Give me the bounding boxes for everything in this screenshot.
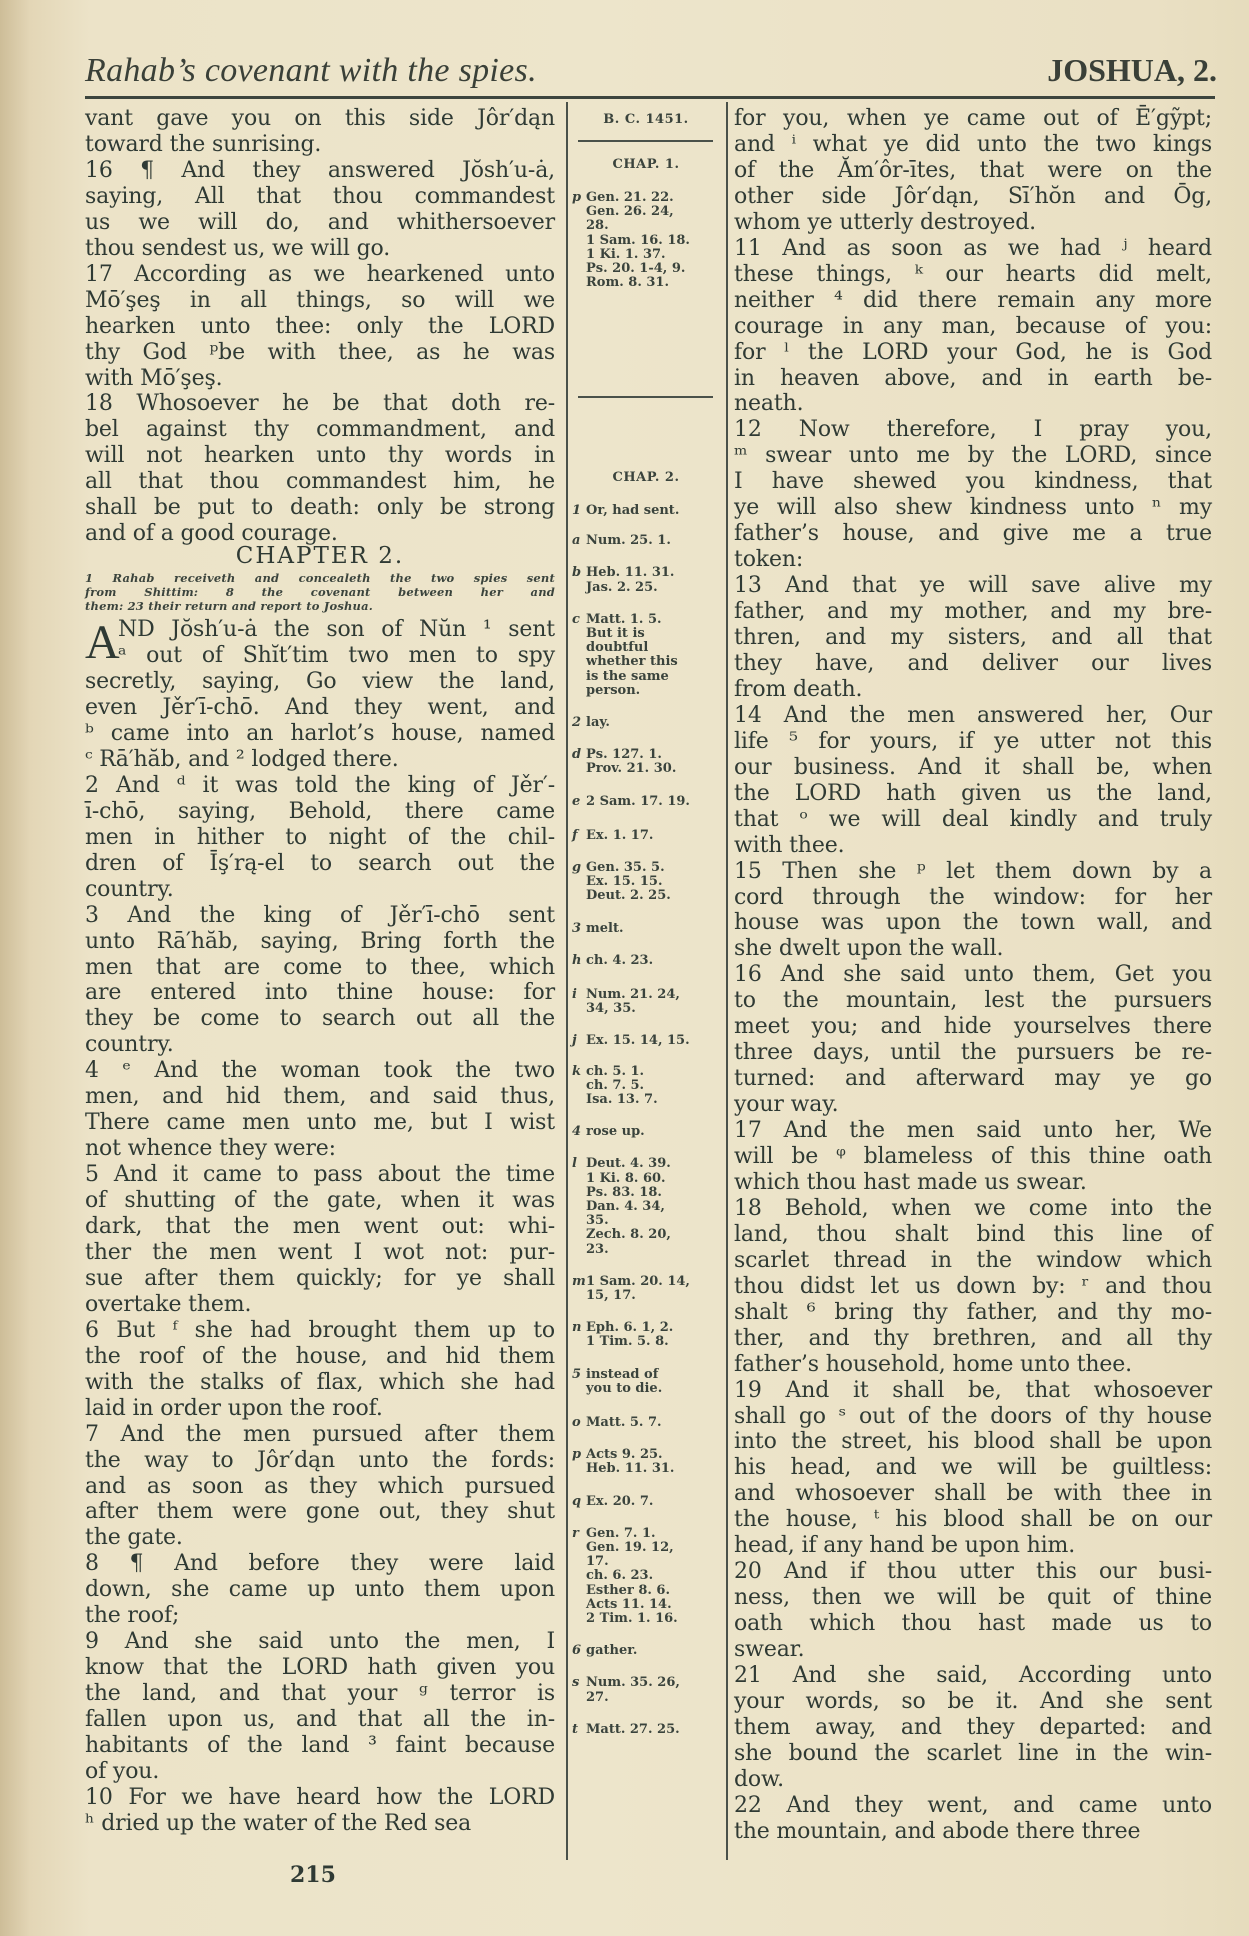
verse-line: 16 ¶ And they answered Jŏsh′u-ȧ, bbox=[85, 157, 555, 183]
verse-line: saying, All that thou commandest bbox=[85, 183, 555, 209]
verse-line: know that the LORD hath given you bbox=[85, 1655, 555, 1681]
verse-line: us we will do, and whithersoever bbox=[85, 209, 555, 235]
margin-reference bbox=[572, 669, 720, 684]
margin-reference bbox=[572, 580, 720, 595]
reference-text: Matt. 27. 25. bbox=[586, 1721, 680, 1737]
reference-text: Ex. 15. 15. bbox=[586, 874, 663, 890]
margin-reference bbox=[572, 1274, 720, 1289]
margin-reference bbox=[572, 715, 720, 730]
reference-text: Num. 25. 1. bbox=[586, 533, 671, 549]
verse-line: turned: and afterward may ye go bbox=[734, 1066, 1212, 1092]
verse-line: token: bbox=[734, 547, 804, 573]
margin-reference bbox=[572, 1381, 720, 1396]
verse-line: men, and hid them, and said thus, bbox=[85, 1084, 555, 1110]
chapter-summary-line: 1 Rahab receiveth and concealeth the two spies sent bbox=[85, 571, 555, 586]
reference-key: t bbox=[572, 1721, 579, 1737]
reference-text: Isa. 13. 7. bbox=[586, 1092, 658, 1107]
margin-reference bbox=[572, 1690, 720, 1705]
margin-reference bbox=[572, 1415, 720, 1430]
verse-line: ʰ dried up the water of the Red sea bbox=[85, 1810, 472, 1836]
verse-line: secretly, saying, Go view the land, bbox=[85, 669, 555, 695]
verse-line: these things, ᵏ our hearts did melt, bbox=[734, 261, 1212, 287]
verse-line: 21 And she said, According unto bbox=[734, 1663, 1212, 1688]
verse-line: the land, and that your ᵍ terror is bbox=[85, 1681, 555, 1707]
chapter-summary-line: them: 23 their return and report to Joshua. bbox=[85, 599, 373, 614]
margin-reference bbox=[572, 204, 720, 219]
verse-line: 11 And as soon as we had ʲ heard bbox=[734, 235, 1212, 261]
reference-text: Prov. 21. 30. bbox=[586, 761, 677, 777]
verse-line: 12 Now therefore, I pray you, bbox=[734, 417, 1212, 443]
margin-reference bbox=[572, 1213, 720, 1228]
verse-line: and whosoever shall be with thee in bbox=[734, 1481, 1212, 1507]
verse-line: 4 ᵉ And the woman took the two bbox=[85, 1058, 555, 1084]
reference-key: c bbox=[572, 611, 580, 627]
verse-line: 9 And she said unto the men, I bbox=[85, 1629, 555, 1655]
verse-line: that ᵒ we will deal kindly and truly bbox=[734, 806, 1212, 832]
verse-line: ᵃ out of Shĭt′tim two men to spy bbox=[118, 643, 555, 669]
reference-key: d bbox=[572, 747, 582, 763]
verse-line: head, if any hand be upon him. bbox=[734, 1533, 1076, 1559]
verse-line: father’s household, home unto thee. bbox=[734, 1351, 1132, 1377]
reference-key: s bbox=[572, 1675, 580, 1691]
verse-line: thy God ᵖbe with thee, as he was bbox=[85, 339, 555, 365]
reference-text: ch. 4. 23. bbox=[586, 952, 654, 968]
reference-text: 34, 35. bbox=[586, 1001, 636, 1017]
reference-key: 5 bbox=[572, 1366, 582, 1382]
running-head-title: Rahab’s covenant with the spies. bbox=[85, 52, 537, 89]
reference-key: 6 bbox=[572, 1643, 582, 1659]
verse-line: they be come to search out all the bbox=[85, 1006, 555, 1032]
verse-line: There came men unto me, but I wist bbox=[85, 1110, 555, 1136]
margin-reference bbox=[572, 1461, 720, 1476]
running-head-book: JOSHUA, 2. bbox=[1047, 52, 1217, 88]
reference-key: b bbox=[572, 565, 582, 581]
reference-text: is the same bbox=[586, 668, 669, 684]
verse-line: thou didst let us down by: ʳ and thou bbox=[734, 1273, 1212, 1299]
verse-line: the gate. bbox=[85, 1525, 183, 1551]
verse-line: with Mō′şeş. bbox=[85, 365, 223, 391]
reference-key: p bbox=[572, 190, 582, 205]
verse-line: of shutting of the gate, when it was bbox=[85, 1188, 555, 1214]
verse-line: neath. bbox=[734, 391, 804, 417]
reference-key: a bbox=[572, 533, 581, 549]
margin-reference bbox=[572, 1334, 720, 1349]
margin-reference bbox=[572, 888, 720, 903]
verse-line: 16 And she said unto them, Get you bbox=[734, 962, 1212, 988]
reference-text: melt. bbox=[586, 920, 624, 936]
verse-line: unto Rā′hăb, saying, Bring forth the bbox=[85, 928, 555, 954]
reference-text: Gen. 26. 24, bbox=[586, 204, 674, 220]
verse-line: 8 ¶ And before they were laid bbox=[85, 1551, 555, 1577]
header-rule bbox=[85, 96, 1215, 99]
verse-line: not whence they were: bbox=[85, 1136, 336, 1162]
verse-line: ᵐ swear unto me by the LORD, since bbox=[734, 443, 1212, 469]
column-divider-left bbox=[566, 102, 568, 1860]
margin-reference bbox=[572, 612, 720, 627]
verse-line: the way to Jôr′dąn unto the fords: bbox=[85, 1447, 555, 1473]
reference-text: Gen. 35. 5. bbox=[586, 860, 665, 875]
margin-reference bbox=[572, 1242, 720, 1257]
verse-line: 19 And it shall be, that whosoever bbox=[734, 1377, 1212, 1403]
margin-reference bbox=[572, 1185, 720, 1200]
margin-reference bbox=[572, 565, 720, 580]
verse-line: 5 And it came to pass about the time bbox=[85, 1162, 555, 1188]
reference-key: r bbox=[572, 1525, 579, 1541]
verse-line: country. bbox=[85, 876, 174, 902]
reference-text: 2 Sam. 17. 19. bbox=[586, 793, 690, 809]
reference-text: instead of bbox=[586, 1366, 659, 1382]
reference-text: ch. 7. 5. bbox=[586, 1077, 645, 1093]
verse-line: thren, and my sisters, and all that bbox=[734, 625, 1212, 650]
verse-line: for you, when ye came out of Ē′gỹpt; bbox=[734, 106, 1212, 131]
reference-text: Deut. 2. 25. bbox=[586, 888, 671, 904]
reference-key: 2 bbox=[572, 715, 582, 730]
reference-text: Eph. 6. 1, 2. bbox=[586, 1320, 674, 1336]
reference-text: Esther 8. 6. bbox=[586, 1582, 670, 1598]
margin-reference bbox=[572, 233, 720, 248]
verse-line: country. bbox=[85, 1032, 174, 1058]
margin-reference bbox=[572, 1033, 720, 1048]
chapter-heading: CHAPTER 2. bbox=[235, 543, 405, 570]
margin-reference bbox=[572, 1643, 720, 1658]
verse-line: after them were gone out, they shut bbox=[85, 1499, 555, 1525]
reference-text: 1 Ki. 1. 37. bbox=[586, 246, 666, 262]
verse-line: 3 And the king of Jěr′ī-chō sent bbox=[85, 902, 555, 928]
verse-line: laid in order upon the roof. bbox=[85, 1395, 383, 1421]
verse-line: ī-chō, saying, Behold, there came bbox=[85, 798, 555, 824]
margin-reference bbox=[572, 1092, 720, 1107]
verse-line: dren of Īş′rą-el to search out the bbox=[85, 850, 555, 876]
reference-text: Ex. 1. 17. bbox=[586, 827, 654, 843]
verse-line: shalt ⁶ bring thy father, and thy mo- bbox=[734, 1299, 1212, 1325]
reference-text: Matt. 1. 5. bbox=[586, 611, 662, 627]
reference-text: Gen. 19. 12, bbox=[586, 1540, 674, 1555]
verse-line: for ˡ the LORD your God, he is God bbox=[734, 339, 1212, 365]
verse-line: into the street, his blood shall be upon bbox=[734, 1429, 1212, 1455]
verse-line: 15 Then she ᵖ let them down by a bbox=[734, 858, 1212, 884]
reference-text: person. bbox=[586, 682, 641, 698]
era-date: B. C. 1451. bbox=[603, 112, 689, 127]
margin-reference bbox=[572, 1156, 720, 1171]
margin-reference bbox=[572, 987, 720, 1002]
reference-key: f bbox=[572, 827, 578, 843]
reference-key: k bbox=[572, 1063, 582, 1079]
verse-line: your words, so be it. And she sent bbox=[734, 1688, 1212, 1714]
margin-reference bbox=[572, 1320, 720, 1335]
reference-text: Zech. 8. 20, bbox=[586, 1227, 671, 1243]
reference-text: Ps. 20. 1-4, 9. bbox=[586, 261, 686, 276]
verse-line: from death. bbox=[734, 676, 863, 702]
verse-line: the mountain, and abode there three bbox=[734, 1818, 1141, 1844]
reference-key: p bbox=[572, 1447, 582, 1463]
reference-text: 15, 17. bbox=[586, 1288, 636, 1303]
verse-line: bel against thy commandment, and bbox=[85, 417, 555, 443]
verse-line: 7 And the men pursued after them bbox=[85, 1421, 555, 1447]
margin-chapter-label: CHAP. 1. bbox=[612, 157, 680, 172]
margin-reference bbox=[572, 683, 720, 698]
margin-reference bbox=[572, 1540, 720, 1555]
reference-text: Gen. 7. 1. bbox=[586, 1525, 656, 1541]
margin-reference bbox=[572, 860, 720, 875]
margin-reference bbox=[572, 1064, 720, 1079]
reference-text: Dan. 4. 34, bbox=[586, 1199, 665, 1214]
margin-reference bbox=[572, 1447, 720, 1462]
verse-line: which thou hast made us swear. bbox=[734, 1169, 1087, 1195]
reference-text: whether this bbox=[586, 654, 678, 670]
verse-line: them away, and they departed: and bbox=[734, 1714, 1212, 1740]
margin-reference bbox=[572, 1554, 720, 1569]
verse-line: meet you; and hide yourselves there bbox=[734, 1014, 1212, 1040]
verse-line: all that thou commandest him, he bbox=[85, 469, 555, 495]
verse-line: and of a good courage. bbox=[85, 521, 338, 547]
verse-line: are entered into thine house: for bbox=[85, 980, 555, 1006]
reference-text: Heb. 11. 31. bbox=[586, 1461, 675, 1477]
margin-reference bbox=[572, 1001, 720, 1016]
margin-reference bbox=[572, 1494, 720, 1509]
margin-reference bbox=[572, 1583, 720, 1598]
verse-line: cord through the window: for her bbox=[734, 884, 1212, 910]
margin-reference bbox=[572, 1288, 720, 1303]
margin-reference bbox=[572, 953, 720, 968]
verse-line: the roof of the house, and hid them bbox=[85, 1343, 555, 1369]
verse-line: in heaven above, and in earth be- bbox=[734, 365, 1212, 391]
verse-line: sue after them quickly; for ye shall bbox=[85, 1265, 555, 1291]
verse-line: land, thou shalt bind this line of bbox=[734, 1221, 1212, 1247]
verse-line: 22 And they went, and came unto bbox=[734, 1792, 1212, 1818]
reference-key: i bbox=[572, 987, 577, 1002]
margin-reference bbox=[572, 794, 720, 809]
reference-key: g bbox=[572, 860, 582, 875]
reference-key: o bbox=[572, 1415, 581, 1430]
margin-reference bbox=[572, 1199, 720, 1214]
verse-line: ᶜ Rā′hăb, and ² lodged there. bbox=[85, 746, 399, 772]
reference-key: h bbox=[572, 952, 582, 968]
verse-line: 20 And if thou utter this our busi- bbox=[734, 1559, 1212, 1585]
verse-line: the house, ᵗ his blood shall be on our bbox=[734, 1507, 1212, 1533]
verse-line: 13 And that ye will save alive my bbox=[734, 573, 1212, 599]
page-number: 215 bbox=[290, 1862, 336, 1888]
reference-text: Gen. 21. 22. bbox=[586, 190, 674, 205]
margin-reference bbox=[572, 874, 720, 889]
margin-reference bbox=[572, 533, 720, 548]
reference-text: 1 Ki. 8. 60. bbox=[586, 1170, 666, 1186]
reference-key: 1 bbox=[572, 503, 582, 518]
reference-text: 27. bbox=[586, 1689, 609, 1705]
margin-reference bbox=[572, 1722, 720, 1737]
verse-line: hearken unto thee: only the LORD bbox=[85, 313, 555, 339]
verse-line: toward the sunrising. bbox=[85, 131, 322, 157]
verse-line: house was upon the town wall, and bbox=[734, 910, 1212, 936]
verse-line: down, she came up unto them upon bbox=[85, 1577, 555, 1603]
verse-line: ness, then we will be quit of thine bbox=[734, 1585, 1212, 1611]
verse-line: your way. bbox=[734, 1092, 839, 1118]
margin-rule bbox=[578, 396, 713, 398]
margin-reference bbox=[572, 1611, 720, 1626]
reference-text: But it is bbox=[586, 626, 645, 641]
verse-line: men in hither to night of the chil- bbox=[85, 824, 555, 850]
margin-reference bbox=[572, 1526, 720, 1541]
margin-rule bbox=[578, 140, 713, 142]
verse-line: and as soon as they which pursued bbox=[85, 1473, 555, 1499]
reference-text: Deut. 4. 39. bbox=[586, 1156, 671, 1172]
reference-text: Ps. 83. 18. bbox=[586, 1184, 662, 1200]
reference-text: Ex. 15. 14, 15. bbox=[586, 1033, 690, 1049]
margin-reference bbox=[572, 761, 720, 776]
reference-text: you to die. bbox=[586, 1380, 663, 1396]
verse-line: three days, until the pursuers be re- bbox=[734, 1040, 1212, 1066]
verse-line: vant gave you on this side Jôr′dąn bbox=[85, 106, 555, 131]
verse-line: men that are come to thee, which bbox=[85, 954, 555, 980]
margin-reference bbox=[572, 640, 720, 655]
margin-reference bbox=[572, 1675, 720, 1690]
verse-line: swear. bbox=[734, 1637, 805, 1663]
reference-text: Ps. 127. 1. bbox=[586, 747, 662, 763]
verse-line: shall be put to death: only be strong bbox=[85, 495, 555, 521]
margin-reference bbox=[572, 921, 720, 936]
reference-text: lay. bbox=[586, 715, 610, 730]
margin-reference bbox=[572, 626, 720, 641]
verse-line: of you. bbox=[85, 1758, 160, 1784]
verse-line: even Jěr′ī-chō. And they went, and bbox=[85, 695, 555, 720]
verse-line: the LORD hath given us the land, bbox=[734, 780, 1212, 806]
reference-text: Acts 9. 25. bbox=[586, 1447, 663, 1463]
reference-text: Heb. 11. 31. bbox=[586, 565, 675, 581]
verse-line: to the mountain, lest the pursuers bbox=[734, 988, 1212, 1014]
verse-line: of the Ăm′ôr-ītes, that were on the bbox=[734, 157, 1212, 183]
margin-reference bbox=[572, 1367, 720, 1382]
verse-line: other side Jôr′dąn, Sī′hŏn and Ōg, bbox=[734, 183, 1212, 209]
verse-line: ye will also shew kindness unto ⁿ my bbox=[734, 495, 1212, 521]
verse-line: 10 For we have heard how the LORD bbox=[85, 1784, 555, 1810]
verse-line: 14 And the men answered her, Our bbox=[734, 702, 1212, 728]
margin-reference bbox=[572, 828, 720, 843]
reference-key: q bbox=[572, 1493, 582, 1509]
reference-text: Rom. 8. 31. bbox=[586, 275, 669, 291]
reference-text: Num. 35. 26, bbox=[586, 1675, 680, 1691]
verse-line: whom ye utterly destroyed. bbox=[734, 209, 1037, 235]
margin-reference bbox=[572, 1227, 720, 1242]
margin-reference bbox=[572, 1171, 720, 1186]
verse-line: 17 According as we hearkened unto bbox=[85, 261, 555, 287]
verse-line: with the stalks of flax, which she had bbox=[85, 1369, 555, 1395]
verse-line: they have, and deliver our lives bbox=[734, 650, 1212, 676]
verse-line: I have shewed you kindness, that bbox=[734, 469, 1212, 495]
reference-text: rose up. bbox=[586, 1124, 645, 1140]
margin-reference bbox=[572, 218, 720, 233]
verse-line: 18 Behold, when we come into the bbox=[734, 1195, 1212, 1221]
verse-line: habitants of the land ³ faint because bbox=[85, 1733, 555, 1758]
verse-line: 6 But ᶠ she had brought them up to bbox=[85, 1317, 555, 1343]
reference-key: 3 bbox=[572, 920, 582, 936]
reference-key: n bbox=[572, 1320, 582, 1336]
margin-reference bbox=[572, 654, 720, 669]
margin-reference bbox=[572, 1568, 720, 1583]
verse-line: with thee. bbox=[734, 832, 845, 858]
verse-line: father, and my mother, and my bre- bbox=[734, 599, 1212, 625]
reference-key: 4 bbox=[572, 1124, 582, 1140]
verse-line: she bound the scarlet line in the win- bbox=[734, 1740, 1212, 1766]
verse-line: fallen upon us, and that all the in- bbox=[85, 1707, 555, 1733]
reference-key: m bbox=[572, 1273, 586, 1289]
verse-line: neither ⁴ did there remain any more bbox=[734, 287, 1212, 313]
margin-reference bbox=[572, 503, 720, 518]
reference-key: e bbox=[572, 793, 581, 809]
verse-line: ther, and thy brethren, and all thy bbox=[734, 1325, 1212, 1351]
verse-line: 17 And the men said unto her, We bbox=[734, 1118, 1212, 1144]
reference-text: 23. bbox=[586, 1241, 609, 1257]
margin-chapter-label: CHAP. 2. bbox=[612, 470, 680, 485]
reference-key: j bbox=[572, 1033, 577, 1049]
verse-line: will be ᵠ blameless of this thine oath bbox=[734, 1144, 1212, 1169]
verse-line: overtake them. bbox=[85, 1291, 252, 1317]
verse-line: Mō′şeş in all things, so will we bbox=[85, 287, 555, 313]
verse-line: will not hearken unto thy words in bbox=[85, 443, 555, 469]
margin-reference bbox=[572, 1597, 720, 1612]
verse-line: and ⁱ what ye did unto the two kings bbox=[734, 131, 1212, 157]
reference-text: 2 Tim. 1. 16. bbox=[586, 1611, 678, 1626]
verse-line: ᵇ came into an harlot’s house, named bbox=[85, 720, 555, 746]
verse-line: life ⁵ for yours, if ye utter not this bbox=[734, 728, 1212, 754]
reference-text: doubtful bbox=[586, 640, 649, 656]
reference-text: Jas. 2. 25. bbox=[586, 579, 658, 595]
verse-line: ther the men went I wot not: pur- bbox=[85, 1239, 555, 1265]
verse-line: dow. bbox=[734, 1766, 784, 1792]
verse-line: the roof; bbox=[85, 1603, 180, 1629]
reference-text: Or, had sent. bbox=[586, 503, 680, 518]
reference-text: Matt. 5. 7. bbox=[586, 1415, 662, 1430]
chapter-summary-line: from Shittim: 8 the covenant between her and bbox=[85, 585, 555, 600]
verse-line: she dwelt upon the wall. bbox=[734, 936, 1004, 962]
reference-text: 1 Tim. 5. 8. bbox=[586, 1334, 669, 1350]
margin-reference bbox=[572, 747, 720, 762]
reference-text: 28. bbox=[586, 218, 609, 234]
verse-line: ND Jŏsh′u-ȧ the son of Nŭn ¹ sent bbox=[118, 617, 555, 643]
verse-line: thou sendest us, we will go. bbox=[85, 235, 391, 261]
column-divider-right bbox=[726, 102, 728, 1860]
margin-reference bbox=[572, 1078, 720, 1093]
margin-reference bbox=[572, 1124, 720, 1139]
reference-text: 1 Sam. 20. 14, bbox=[586, 1273, 690, 1289]
verse-line: 18 Whosoever he be that doth re- bbox=[85, 391, 555, 417]
reference-key: l bbox=[572, 1156, 577, 1172]
verse-line: shall go ˢ out of the doors of thy house bbox=[734, 1403, 1212, 1429]
reference-text: 35. bbox=[586, 1213, 609, 1229]
reference-text: Acts 11. 14. bbox=[586, 1596, 672, 1612]
margin-reference bbox=[572, 261, 720, 276]
reference-text: Num. 21. 24, bbox=[586, 987, 680, 1002]
reference-text: 1 Sam. 16. 18. bbox=[586, 232, 690, 248]
margin-reference bbox=[572, 190, 720, 205]
reference-text: ch. 5. 1. bbox=[586, 1063, 645, 1079]
verse-line: courage in any man, because of you: bbox=[734, 313, 1212, 339]
verse-line: dark, that the men went out: whi- bbox=[85, 1214, 555, 1239]
verse-line: oath which thou hast made us to bbox=[734, 1611, 1212, 1637]
drop-cap: A bbox=[85, 616, 120, 670]
verse-line: scarlet thread in the window which bbox=[734, 1247, 1212, 1273]
reference-text: Ex. 20. 7. bbox=[586, 1493, 654, 1509]
verse-line: 2 And ᵈ it was told the king of Jěr′- bbox=[85, 772, 555, 798]
reference-text: 17. bbox=[586, 1554, 609, 1570]
reference-text: gather. bbox=[586, 1643, 638, 1659]
verse-line: father’s house, and give me a true bbox=[734, 521, 1212, 547]
margin-reference bbox=[572, 275, 720, 290]
margin-reference bbox=[572, 247, 720, 262]
reference-text: ch. 6. 23. bbox=[586, 1568, 654, 1584]
verse-line: his head, and we will be guiltless: bbox=[734, 1455, 1212, 1481]
verse-line: our business. And it shall be, when bbox=[734, 754, 1212, 780]
